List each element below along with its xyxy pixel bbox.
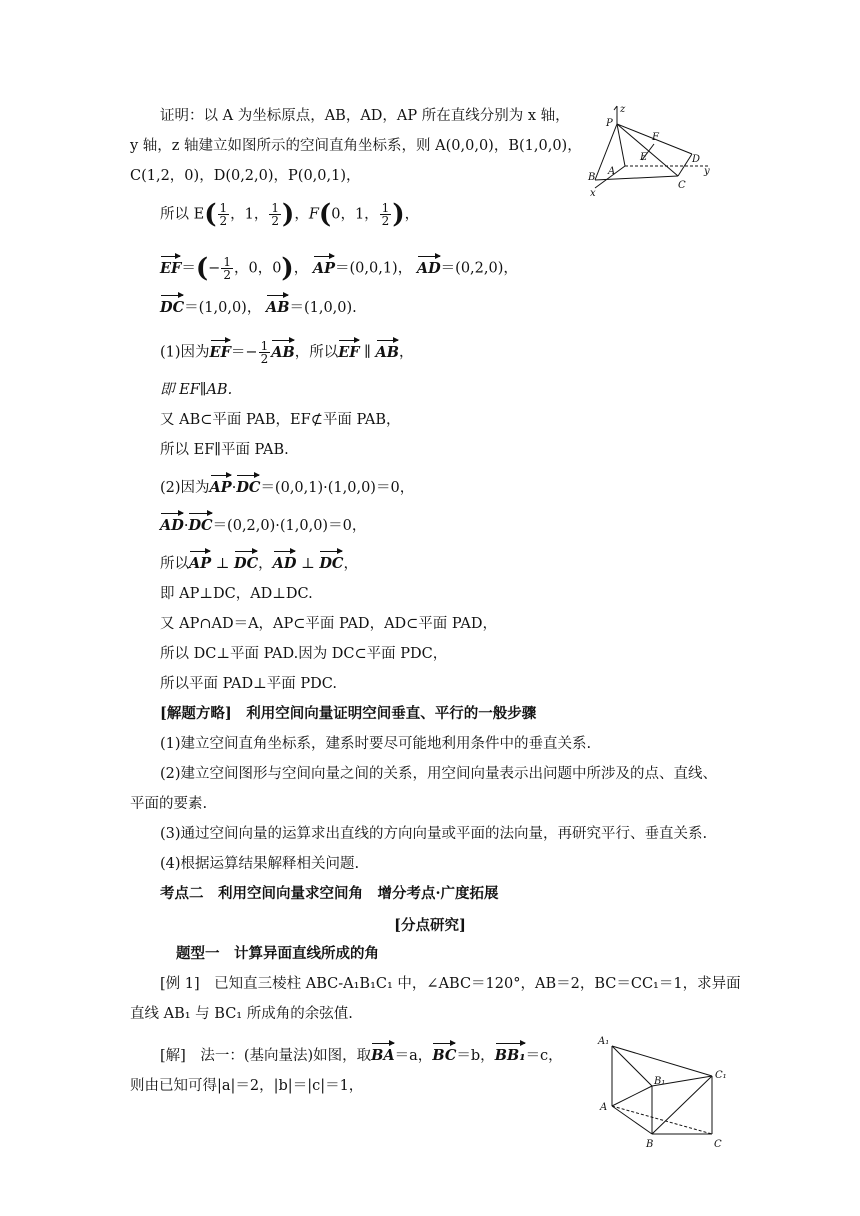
vector-ap-value: ＝(0,0,1)， [335, 260, 413, 277]
fig1-label-p: P [606, 118, 613, 129]
fig2-label-b1: B₁ [654, 1076, 666, 1087]
fig1-label-f: F [652, 132, 659, 143]
fig1-label-a: A [608, 166, 616, 177]
fendian-heading: [分点研究] [394, 917, 466, 934]
vector-ba: BA [371, 1047, 395, 1064]
vector-ap: AP [312, 259, 335, 277]
example-line-1: [例 1] 已知直三棱柱 ABC-A₁B₁C₁ 中，∠ABC＝120°，AB＝2，BC＝CC₁＝1，求异面 [160, 976, 741, 992]
proof-intro-3: C(1,2，0)，D(0,2,0)，P(0,0,1)， [130, 168, 361, 184]
vector-bb1: BB₁ [494, 1047, 526, 1064]
e-f-coordinates: 所以 E( $\frac{1}{2}$ ，1， $\frac{1}{2}$ )，F(0，1， $\frac{1}{2}$ )， [160, 199, 420, 230]
fig2-label-a: A [600, 1102, 608, 1113]
e-f-prefix: 所以 E [160, 206, 205, 223]
part2-line3-prefix: 所以 [160, 556, 189, 572]
vector-bb1-eq: ＝c， [525, 1048, 563, 1064]
solution-line-1 [160, 1046, 563, 1066]
part2-line5: 又 AP∩AD＝A，AP⊂平面 PAD，AD⊂平面 PAD， [160, 616, 497, 632]
fig2-label-c: C [714, 1139, 722, 1150]
prism-figure [594, 1030, 744, 1154]
vector-bc: BC [432, 1047, 457, 1064]
vector-dc-value: ＝(1,0,0)， [184, 300, 262, 316]
fig1-label-x: x [590, 188, 596, 199]
vector-ad: AD [416, 259, 441, 277]
vector-ad-value: ＝(0,2,0)， [440, 260, 518, 277]
part2-value: ＝(0,0,1)·(1,0,0)＝0， [260, 480, 415, 496]
fig1-label-c: C [678, 180, 686, 191]
part2-line3: 所以AP ⊥ DC，AD ⊥ DC， [160, 555, 358, 572]
part1-line3: 又 AB⊂平面 PAB，EF⊄平面 PAB， [160, 412, 401, 428]
vector-bc-eq: ＝b， [456, 1048, 495, 1064]
solution-line-2: 则由已知可得|a|＝2，|b|＝|c|＝1， [130, 1078, 364, 1094]
part2-prefix: (2)因为 [160, 480, 210, 496]
vector-dc: DC [160, 299, 185, 316]
part2-line2-value: ＝(0,2,0)·(1,0,0)＝0， [212, 518, 367, 534]
fig2-label-b: B [646, 1139, 654, 1150]
vector-ab-value: ＝(1,0,0). [289, 300, 357, 316]
solution-prefix: [解] 法一：(基向量法)如图，取 [160, 1048, 372, 1064]
proof-intro-1: 证明：以 A 为坐标原点，AB，AD，AP 所在直线分别为 x 轴， [160, 108, 570, 124]
strategy-title: [解题方略] 利用空间向量证明空间垂直、平行的一般步骤 [160, 705, 537, 722]
part2-line1: (2)因为AP·DC＝(0,0,1)·(1,0,0)＝0， [160, 479, 415, 496]
fig1-label-d: D [692, 154, 701, 165]
strategy-step-4: (4)根据运算结果解释相关问题. [160, 856, 360, 872]
pyramid-coordinate-figure [580, 104, 720, 200]
part2-line2: AD·DC＝(0,2,0)·(1,0,0)＝0， [160, 517, 367, 534]
strategy-step-3: (3)通过空间向量的运算求出直线的方向向量或平面的法向量，再研究平行、垂直关系. [160, 826, 708, 842]
part2-line7: 所以平面 PAD⊥平面 PDC. [160, 676, 337, 692]
fig2-label-a1: A₁ [598, 1036, 610, 1047]
proof-intro-2: y 轴，z 轴建立如图所示的空间直角坐标系，则 A(0,0,0)，B(1,0,0)， [130, 138, 582, 154]
part1-line1: (1)因为EF＝− $\frac{1}{2}$ AB，所以EF ∥ AB， [160, 339, 414, 366]
strategy-step-2a: (2)建立空间图形与空间向量之间的关系，用空间向量表示出问题中所涉及的点、直线、 [160, 766, 718, 782]
vector-ba-eq: ＝a， [394, 1048, 433, 1064]
fig1-label-y: y [704, 166, 710, 177]
fig1-label-b: B [588, 172, 596, 183]
vector-ef: EF [160, 259, 182, 277]
part2-line6: 所以 DC⊥平面 PAD.因为 DC⊂平面 PDC， [160, 646, 448, 662]
vector-ab: AB [265, 299, 290, 316]
example-line-2: 直线 AB₁ 与 BC₁ 所成角的余弦值. [130, 1006, 353, 1022]
fig1-label-e: E [640, 152, 648, 163]
part1-prefix: (1)因为 [160, 344, 210, 361]
part1-mid: ，所以 [294, 344, 339, 361]
tixing-heading: 题型一 计算异面直线所成的角 [176, 945, 379, 962]
vectors-line-2 [160, 298, 357, 318]
part1-line4: 所以 EF∥平面 PAB. [160, 442, 289, 458]
strategy-step-2b: 平面的要素. [130, 796, 208, 812]
kaodian-heading: 考点二 利用空间向量求空间角 增分考点·广度拓展 [160, 885, 499, 902]
strategy-step-1: (1)建立空间直角坐标系，建系时要尽可能地利用条件中的垂直关系. [160, 736, 592, 752]
part2-line4: 即 AP⊥DC，AD⊥DC. [160, 586, 313, 602]
part1-line2: 即 EF∥AB. [160, 382, 233, 398]
fig2-label-c1: C₁ [715, 1070, 727, 1081]
fig1-label-z: z [620, 104, 626, 115]
vectors-line-1: EF＝(− $\frac{1}{2}$ ，0，0)， AP＝(0,0,1)， AD＝(0,2,0)， [160, 253, 518, 284]
